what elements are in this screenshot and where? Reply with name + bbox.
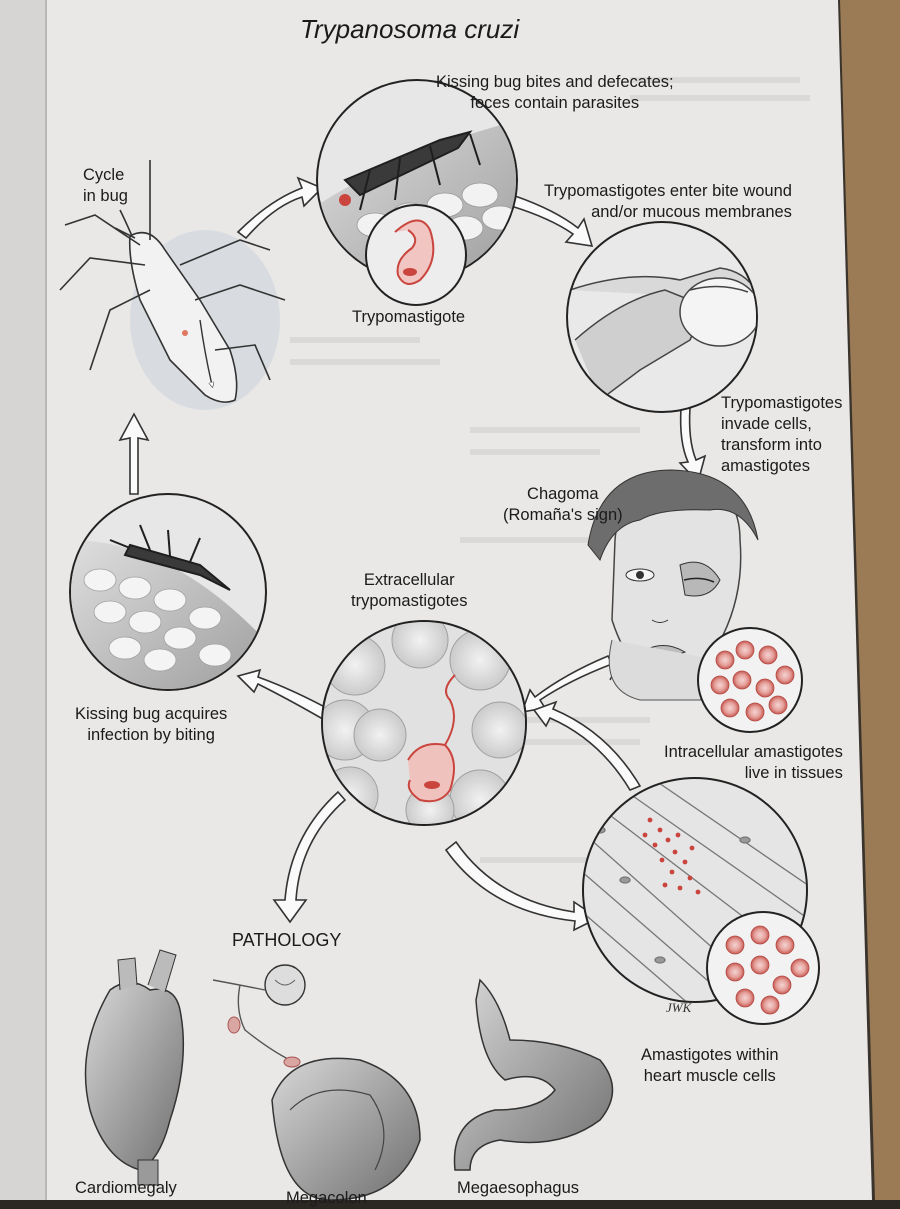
- label-trypomastigote: Trypomastigote: [352, 308, 466, 326]
- label-extracellular: Extracellular trypomastigotes: [351, 571, 468, 610]
- label-enter-wound: Trypomastigotes enter bite wound and/or mucous membranes: [544, 182, 792, 221]
- heart-muscle-inset: [707, 912, 819, 1024]
- artist-signature: JWK: [666, 1000, 692, 1015]
- wound-circle: [567, 222, 760, 412]
- label-cardiomegaly: Cardiomegaly: [75, 1179, 177, 1197]
- label-invade-cells: Trypomastigotes invade cells, transform into amastigotes: [721, 394, 843, 475]
- label-pathology: PATHOLOGY: [232, 930, 342, 950]
- label-heart-muscle: Amastigotes within heart muscle cells: [641, 1046, 779, 1085]
- intracellular-inset: [698, 628, 802, 732]
- page-gutter: [0, 0, 46, 1200]
- label-bites-defecates: Kissing bug bites and defecates; feces contain parasites: [436, 73, 674, 112]
- label-acquires-infection: Kissing bug acquires infection by biting: [75, 705, 228, 744]
- label-megacolon: Megacolon: [286, 1189, 367, 1207]
- label-cycle-in-bug: Cycle in bug: [83, 166, 128, 205]
- label-intracellular: Intracellular amastigotes live in tissues: [664, 743, 843, 782]
- label-megaesophagus: Megaesophagus: [457, 1179, 580, 1197]
- trypomastigote-inset: [366, 205, 466, 305]
- diagram-title: Trypanosoma cruzi: [300, 14, 520, 44]
- label-chagoma: Chagoma (Romaña's sign): [503, 485, 623, 524]
